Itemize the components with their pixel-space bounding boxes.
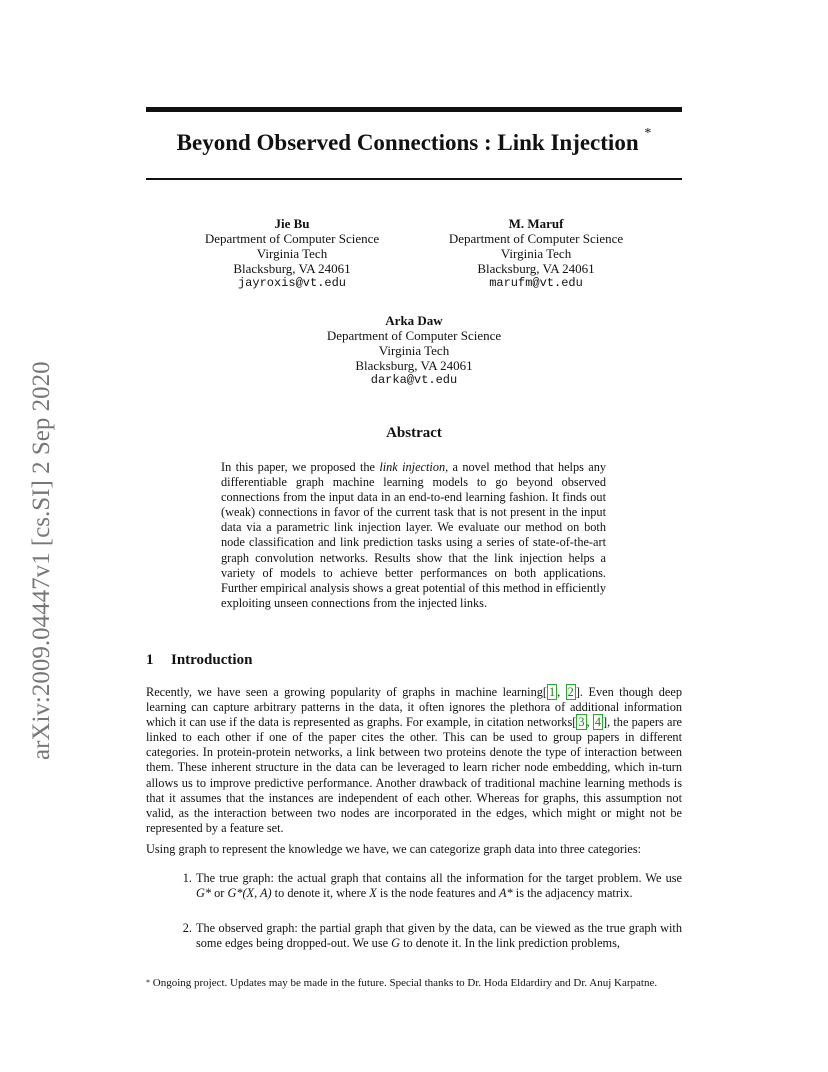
section-title: Introduction [171, 652, 253, 668]
footnote-text: Ongoing project. Updates may be made in the future. Special thanks to Dr. Hoda Eldardiry and Dr. Anuj Karpatne. [150, 977, 658, 989]
list-text-part: The true graph: the actual graph that contains all the information for the target problem. We use [196, 871, 682, 885]
author-name: Jie Bu [274, 216, 310, 231]
math-symbol: G*(X, A) [227, 886, 272, 901]
citation-link[interactable]: 3 [578, 715, 585, 730]
paragraph-text: , [586, 715, 593, 730]
author-department: Department of Computer Science [204, 231, 380, 246]
citation-link[interactable]: 1 [548, 685, 556, 699]
author-email: darka@vt.edu [370, 373, 458, 387]
list-text-part: is the node features and [376, 886, 500, 901]
author-name: M. Maruf [508, 216, 564, 231]
paper-title [146, 126, 682, 156]
author-department: Department of Computer Science [448, 231, 624, 246]
citation-link[interactable]: 4 [594, 715, 601, 730]
section-heading [146, 652, 252, 669]
author-city: Blacksburg, VA 24061 [355, 358, 473, 373]
list-text-part: is the adjacency matrix. [512, 886, 633, 901]
author-institution: Virginia Tech [378, 343, 450, 358]
list-text [196, 921, 682, 951]
list-number: 1. [182, 871, 192, 885]
abstract-text-part: , a novel method that helps any differentiable graph machine learning models to go beyond observed connections from the input data in an end-to-end learning fashion. It finds out (weak) connections in favor of the current task that is not present in the input data via a parametric link injection layer. We evaluate our method on both node classification and link prediction tasks using a series of state-of-the-art graph convolution networks. Results show that the link injection helps a variety of models to achieve better performances on both applications. Further empirical analysis shows a great potential of this method in efficiently exploiting unseen connections from the injected links. [221, 460, 606, 610]
intro-paragraph: Using graph to represent the knowledge we have, we can categorize graph data into three categories: [146, 842, 642, 856]
list-text [196, 871, 682, 901]
list-text-part: or [211, 886, 228, 901]
paper-title-text: Beyond Observed Connections : Link Injection [176, 130, 639, 155]
author-name: Arka Daw [385, 313, 443, 328]
author-email: marufm@vt.edu [489, 276, 583, 290]
author-email: jayroxis@vt.edu [237, 276, 347, 290]
abstract-text-part: In this paper, we proposed the [221, 460, 380, 474]
arxiv-identifier: arXiv:2009.04447v1 [cs.SI] 2 Sep 2020 [28, 361, 55, 760]
intro-paragraph [146, 685, 682, 836]
abstract-emphasis: link injection [379, 460, 446, 474]
title-top-rule [146, 107, 682, 112]
author-block [426, 216, 646, 291]
math-symbol: X [369, 886, 377, 901]
author-institution: Virginia Tech [256, 246, 328, 261]
title-footnote-mark: * [644, 126, 652, 141]
list-text-part: to denote it, where [271, 886, 370, 901]
abstract-heading: Abstract [386, 425, 442, 441]
author-institution: Virginia Tech [500, 246, 572, 261]
paragraph-text: , [557, 685, 566, 699]
author-department: Department of Computer Science [326, 328, 502, 343]
author-city: Blacksburg, VA 24061 [233, 261, 351, 276]
math-symbol: A* [499, 886, 513, 901]
footnote-mark: * [146, 978, 150, 987]
citation-link[interactable]: 2 [567, 685, 574, 699]
list-number: 2. [182, 921, 192, 935]
math-symbol: G [391, 936, 401, 951]
author-block [182, 216, 402, 291]
abstract-text [221, 460, 606, 611]
paragraph-text: ]. Even though deep learning can capture arbitrary patterns in the data, it often ignores the plethora of additional information which it can use if the data is represented as graphs. For example, in citation networks[ [146, 685, 682, 730]
math-symbol: G* [196, 886, 212, 901]
paragraph-text: Recently, we have seen a growing popularity of graphs in machine learning[ [146, 685, 547, 699]
author-block [304, 313, 524, 388]
title-bottom-rule [146, 178, 682, 180]
paragraph-text: ], the papers are linked to each other if one of the paper cites the other. This can be used to group papers in different categories. In protein-protein networks, a link between two proteins denote the type of interaction between them. These inherent structure in the data can be leveraged to learn richer node embedding, which in-turn allows us to improve predictive performance. Another drawback of traditional machine learning methods is that it assumes that the instances are independent of each other. Whereas for graphs, this assumption not valid, as the interaction between two nodes are incorporated in the edges, which might or might not be represented by a feature set. [146, 715, 682, 835]
author-city: Blacksburg, VA 24061 [477, 261, 595, 276]
section-number: 1 [146, 652, 154, 668]
list-text-part: The observed graph: the partial graph that given by the data, can be viewed as the true graph with some edges being dropped-out. We use [196, 921, 682, 951]
list-text-part: to denote it. In the link prediction problems, [400, 936, 620, 951]
footnote [146, 976, 682, 990]
